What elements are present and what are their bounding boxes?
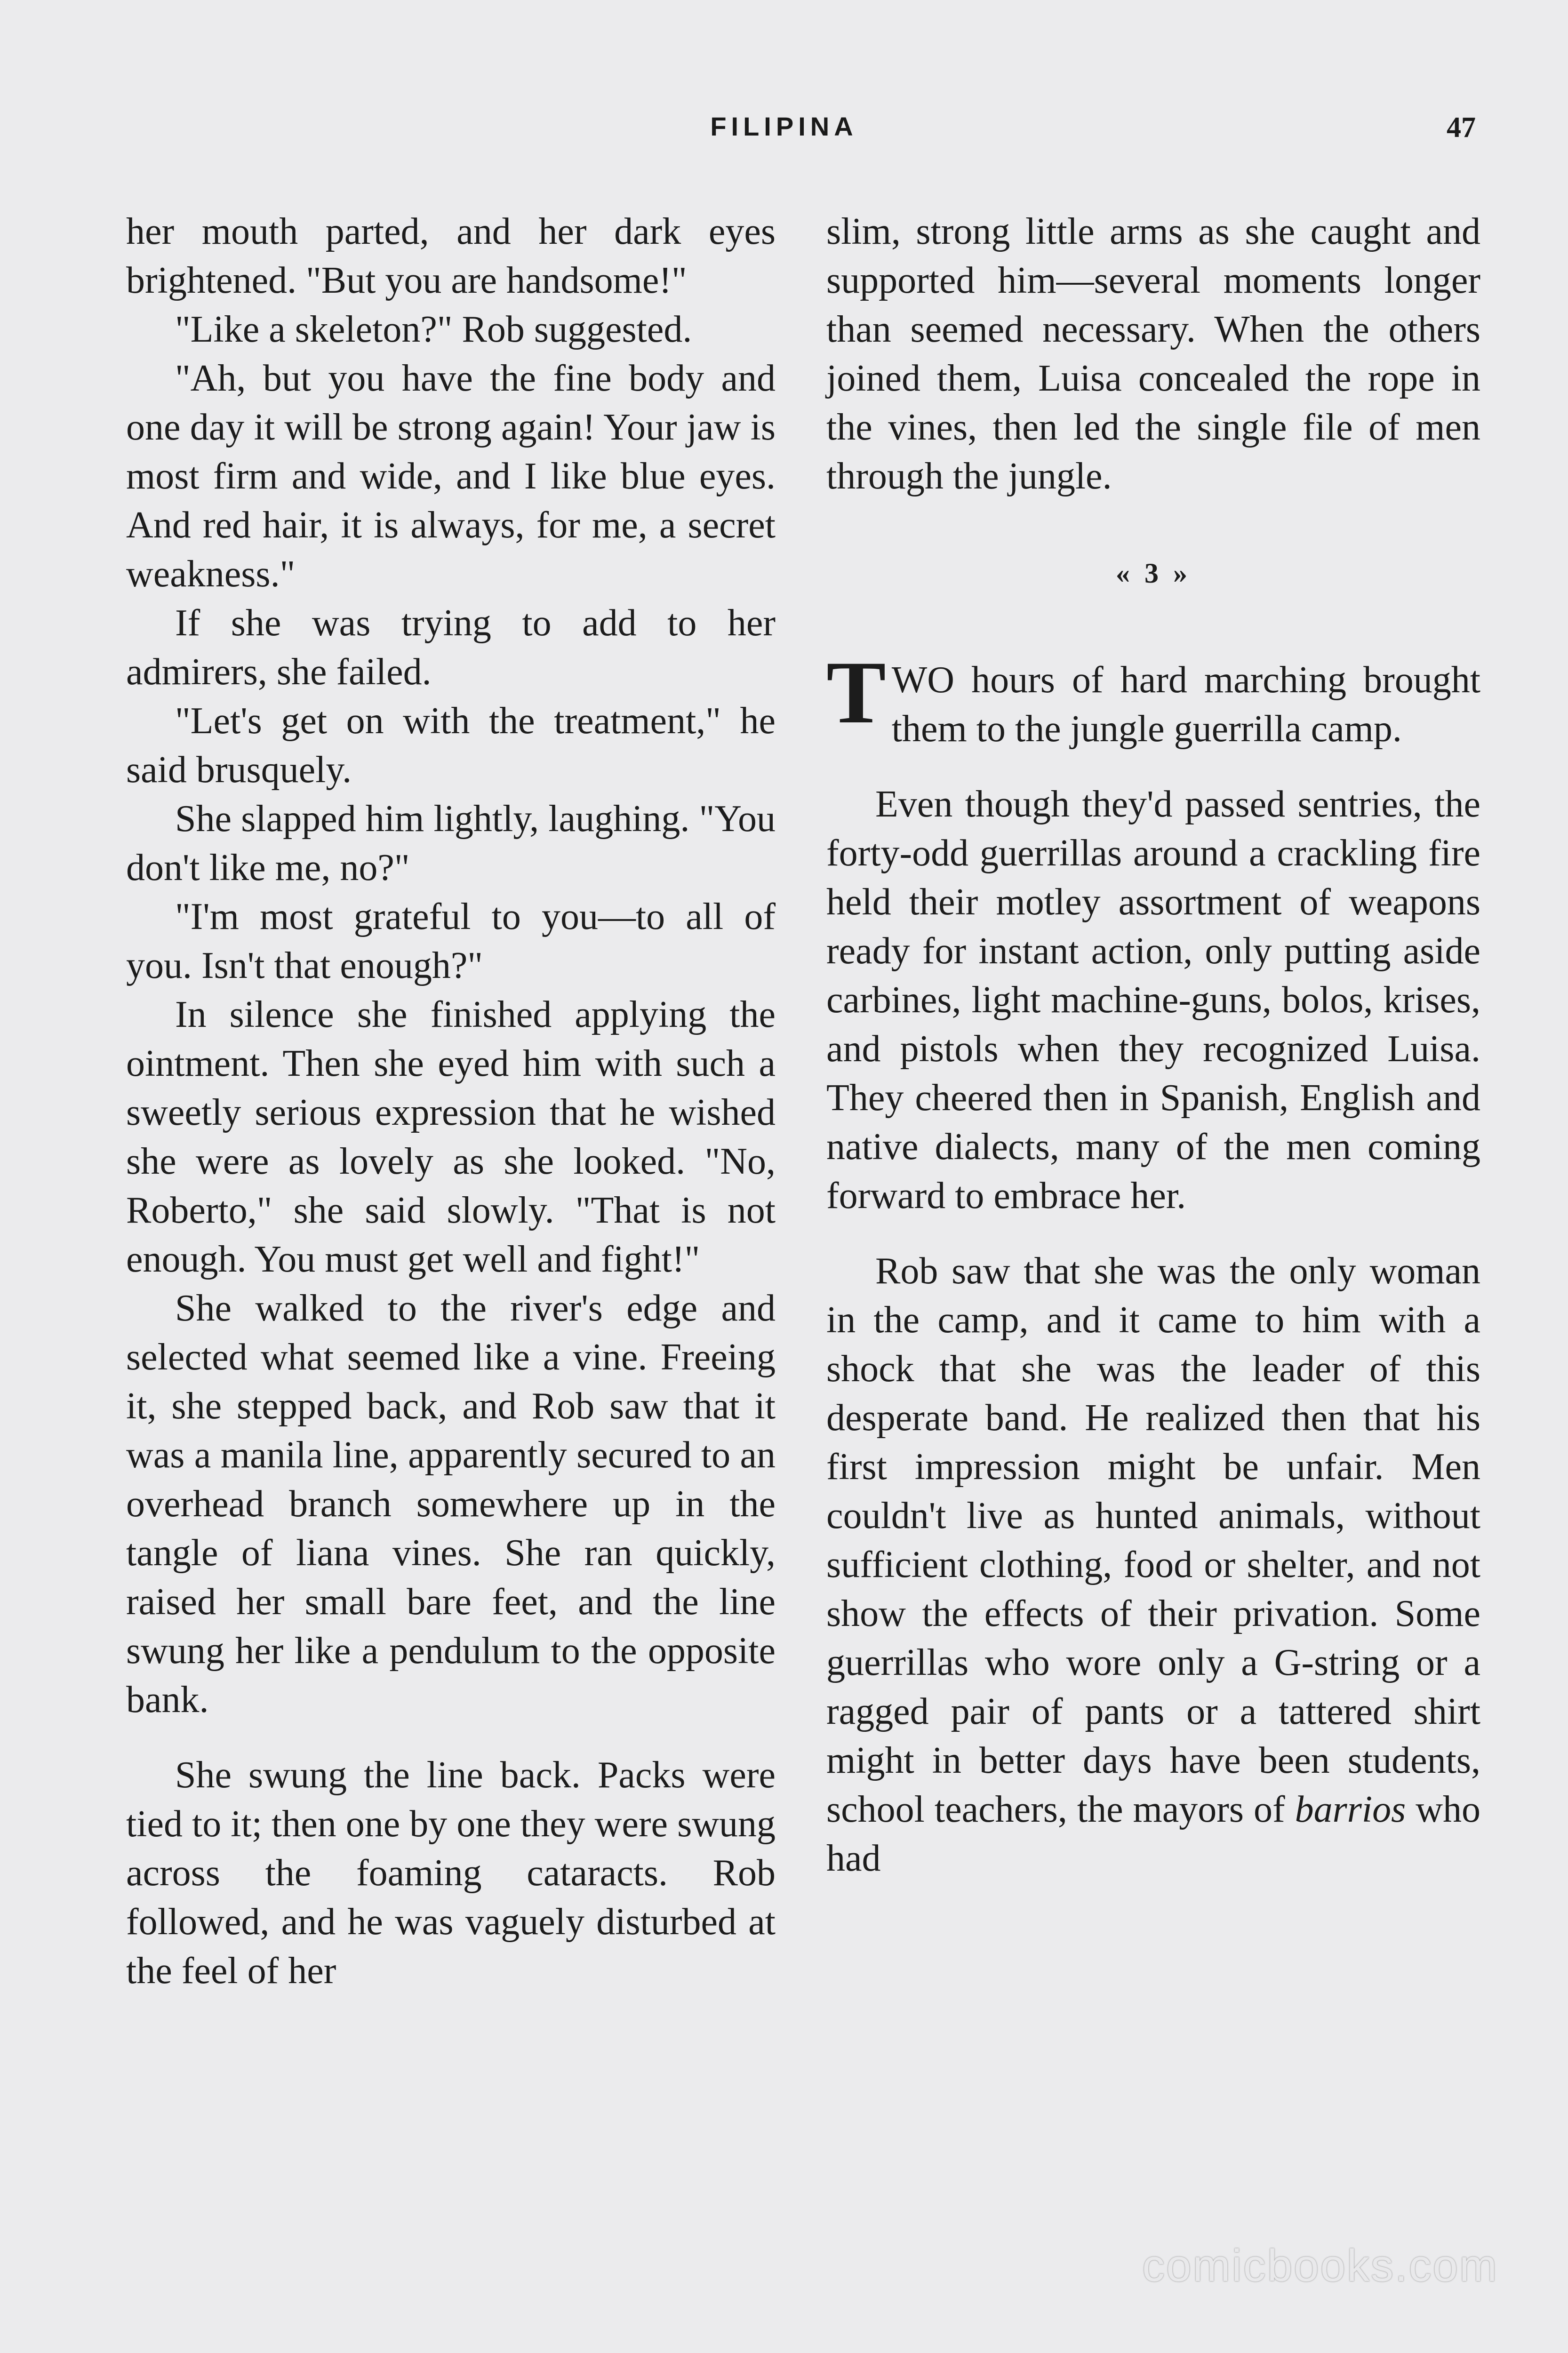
drop-cap: T <box>826 643 886 742</box>
paragraph: "Like a skeleton?" Rob suggested. <box>175 309 692 350</box>
paragraph: She slapped him lightly, laughing. "You don't like me, no?" <box>126 798 776 888</box>
section-marker: « 3 » <box>1116 558 1191 589</box>
section-opening-paragraph <box>826 643 1480 753</box>
paragraph-text: who had <box>826 1789 1480 1879</box>
paragraph: slim, strong little arms as she caught and supported him—several moments longer than seemed necessary. When the others joined them, Luisa concealed the rope in the vines, then led the single file of men through the jungle. <box>826 211 1480 497</box>
paragraph: She swung the line back. Packs were tied to it; then one by one they were swung across the foaming cataracts. Rob followed, and he was vaguely disturbed at the feel of her <box>126 1754 776 1992</box>
paragraph: Even though they'd passed sentries, the forty-odd guerrillas around a crackling fire held their motley assortment of weapons ready for instant action, only putting aside carbines, light machine-guns, bolos, krises, and pistols when they recognized Luisa. They cheered then in Spanish, English and native dialects, many of the men coming forward to embrace her. <box>826 784 1480 1217</box>
paragraph <box>826 1247 1480 1883</box>
running-title: FILIPINA <box>710 112 858 141</box>
left-column <box>126 207 776 1995</box>
paragraph: "I'm most grateful to you—to all of you. Isn't that enough?" <box>126 896 776 986</box>
page-number: 47 <box>1447 112 1476 144</box>
paragraph: "Ah, but you have the fine body and one day it will be strong again! Your jaw is most firm and wide, and I like blue eyes. And red hair, it is always, for me, a secret weakness." <box>126 358 776 595</box>
paragraph: In silence she finished applying the ointment. Then she eyed him with such a sweetly serious expression that he wished she were as lovely as she looked. "No, Roberto," she said slowly. "That is not enough. You must get well and fight!" <box>126 994 776 1280</box>
right-column <box>826 207 1480 1883</box>
paragraph: her mouth parted, and her dark eyes brightened. "But you are handsome!" <box>126 211 776 301</box>
paragraph: "Let's get on with the treatment," he said brusquely. <box>126 700 776 791</box>
paragraph: If she was trying to add to her admirers, she failed. <box>126 602 776 693</box>
section-opening-text: WO hours of hard marching brought them to the jungle guerrilla camp. <box>891 659 1480 750</box>
italic-word: barrios <box>1295 1789 1406 1830</box>
paragraph-text: Rob saw that she was the only woman in the camp, and it came to him with a shock that she was the leader of this desperate band. He realized then that his first impression might be unfair. Men couldn't live as hunted animals, without sufficient clothing, food or shelter, and not show the effects of their privation. Some guerrillas who wore only a G-string or a ragged pair of pants or a tattered shirt might in better days have been students, school teachers, the mayors of <box>826 1250 1480 1830</box>
watermark-logo: comicbooks.com <box>1142 2241 1498 2291</box>
paragraph: She walked to the river's edge and selected what seemed like a vine. Freeing it, she stepped back, and Rob saw that it was a manila line, apparently secured to an overhead branch somewhere up in the tangle of liana vines. She ran quickly, raised her small bare feet, and the line swung her like a pendulum to the opposite bank. <box>126 1288 776 1721</box>
